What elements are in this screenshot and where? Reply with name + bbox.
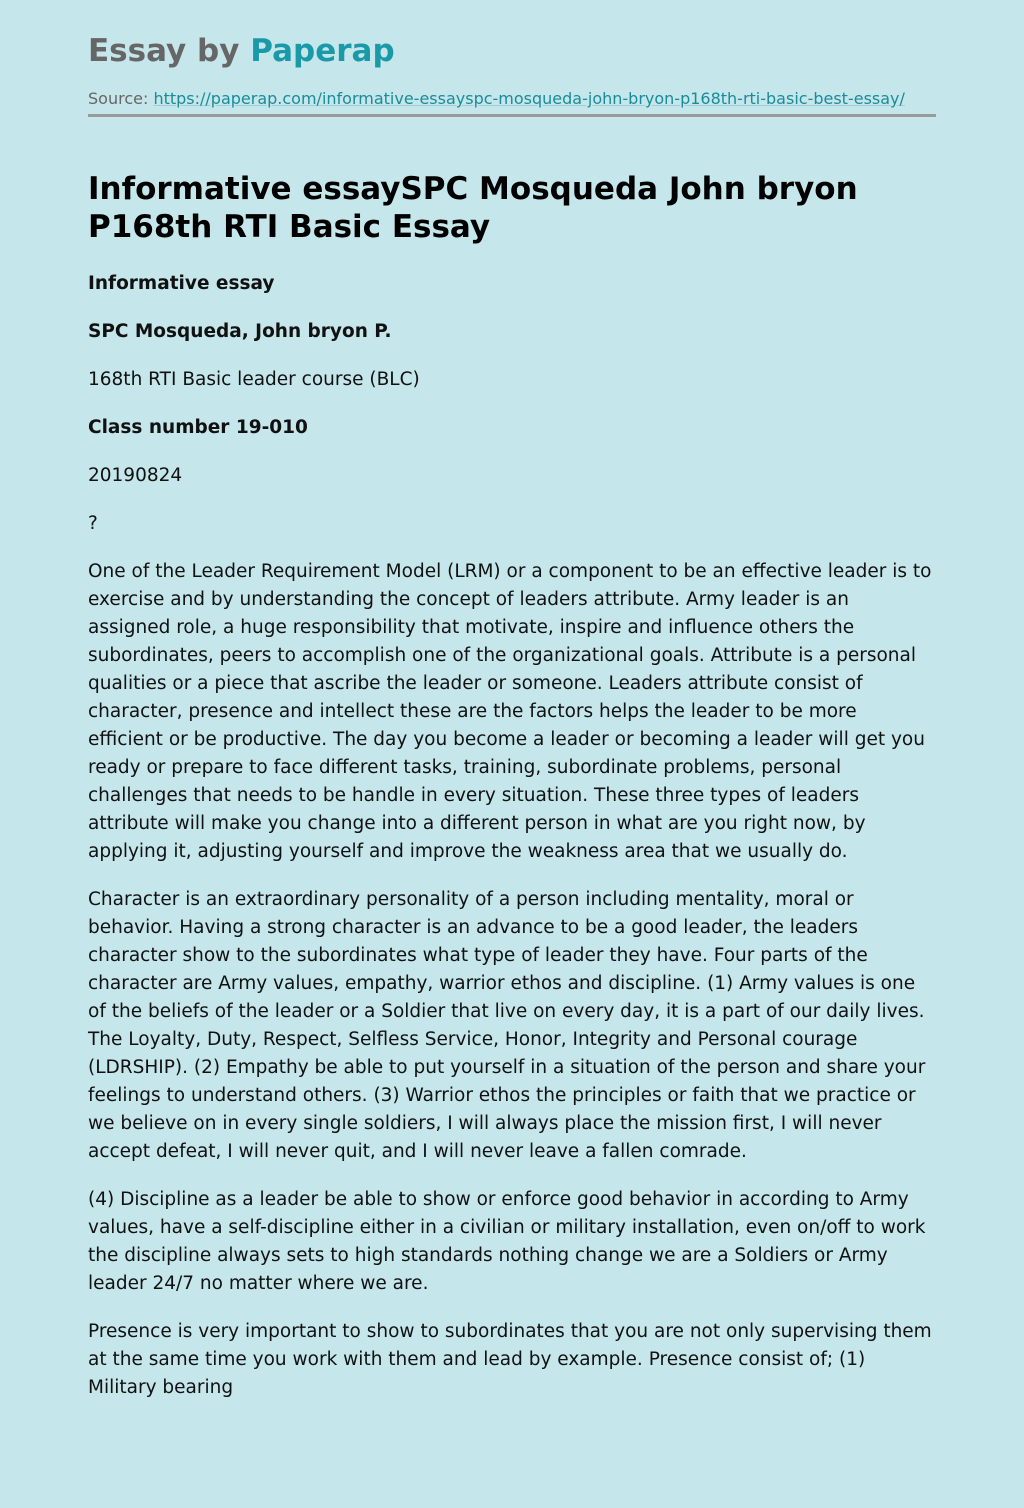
site-brand[interactable] [88,30,936,72]
meta-placeholder: ? [88,513,98,534]
brand-prefix: Essay by [88,33,240,69]
source-link[interactable]: https://paperap.com/informative-essayspc-mosqueda-john-bryon-p168th-rti-basic-best-essay/ [153,89,905,108]
meta-class-number: Class number 19-010 [88,417,308,438]
paragraph-1: One of the Leader Requirement Model (LRM) or a component to be an effective leader is to exercise and by understanding the concept of leaders attribute. Army leader is an assigned role, a huge responsibility that motivate, inspire and influence others the subordinates, peers to accomplish one of the organizational goals. Attribute is a personal qualities or a piece that ascribe the leader or someone. Leaders attribute consist of character, presence and intellect these are the factors helps the leader to be more efficient or be productive. The day you become a leader or becoming a leader will get you ready or prepare to face different tasks, training, subordinate problems, personal challenges that needs to be handle in every situation. These three types of leaders attribute will make you change into a different person in what are you right now, by applying it, adjusting yourself and improve the weakness area that we usually do. [88,561,932,862]
source-line [88,88,936,109]
source-label: Source: [88,89,149,108]
document-page [88,0,936,1402]
brand-name: Paperap [250,33,395,69]
paragraph-4: Presence is very important to show to subordinates that you are not only supervising them at the same time you work with them and lead by example. Presence consist of; (1) Military bearing [88,1321,932,1398]
meta-essay-type: Informative essay [88,273,275,294]
meta-date: 20190824 [88,465,183,486]
paragraph-2: Character is an extraordinary personality of a person including mentality, moral or behavior. Having a strong character is an advance to be a good leader, the leaders character show to the subordinates what type of leader they have. Four parts of the character are Army values, empathy, warrior ethos and discipline. (1) Army values is one of the beliefs of the leader or a Soldier that live on every day, it is a part of our daily lives. The Loyalty, Duty, Respect, Selfless Service, Honor, Integrity and Personal courage (LDRSHIP). (2) Empathy be able to put yourself in a situation of the person and share your feelings to understand others. (3) Warrior ethos the principles or faith that we practice or we believe on in every single soldiers, I will always place the mission first, I will never accept defeat, I will never quit, and I will never leave a fallen comrade. [88,889,926,1162]
article-title: Informative essaySPC Mosqueda John bryon P168th RTI Basic Essay [88,171,858,245]
meta-course: 168th RTI Basic leader course (BLC) [88,369,420,390]
paragraph-3: (4) Discipline as a leader be able to show or enforce good behavior in according to Army values, have a self-discipline either in a civilian or military installation, even on/off to work the discipline always sets to high standards nothing change we are a Soldiers or Army leader 24/7 no matter where we are. [88,1189,926,1294]
meta-author: SPC Mosqueda, John bryon P. [88,321,392,342]
header-divider [88,114,936,117]
